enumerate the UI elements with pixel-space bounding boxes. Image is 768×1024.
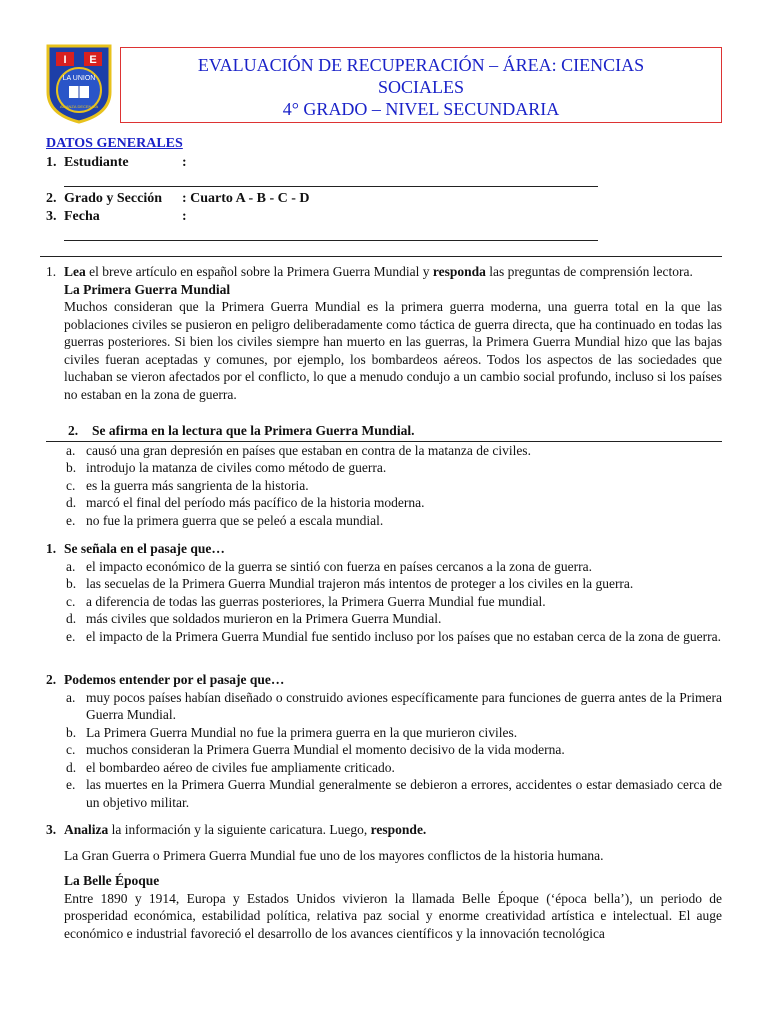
option-item[interactable]: a. el impacto económico de la guerra se sintió con fuerza en países cercanos a la zona de guerra. <box>66 558 593 574</box>
option-item[interactable]: c. muchos consideran la Primera Guerra Mundial el momento decisivo de la vida moderna. <box>66 742 565 757</box>
question-2 <box>46 422 722 529</box>
article-text: Muchos consideran que la Primera Guerra Mundial es la primera guerra moderna, una guerra total en la que las poblaciones civiles se pusieron en peligro deliberadamente como táctica de guerra directa, que ha continuado en todas las guerras posteriores. Si bien los civiles siempre han muerto en las guerras, la Primera Guerra Mundial hizo que las bajas civiles fueran aceptadas y comunes, por ejemplo, los bombardeos aéreos. Todos los aspectos de las sociedades que luchaban se vieron afectados por el conflicto, lo que a menudo condujo a un cambio social profundo, incluso si los países no estaban en la zona de guerra. <box>64 299 722 402</box>
school-logo <box>44 44 114 124</box>
field-fecha: 3. Fecha : <box>46 209 187 224</box>
question-4 <box>46 671 722 811</box>
q3-heading: 1. Se señala en el pasaje que… <box>46 541 225 556</box>
q2-options <box>46 442 722 530</box>
svg-text:I: I <box>63 54 67 66</box>
q5-intro: La Gran Guerra o Primera Guerra Mundial fue uno de los mayores conflictos de la historia humana. <box>64 847 604 863</box>
option-item[interactable]: b. introdujo la matanza de civiles como método de guerra. <box>66 460 387 475</box>
svg-text:ALIANZA DECENCIA: ALIANZA DECENCIA <box>59 104 99 109</box>
q4-options <box>46 689 722 812</box>
field-grado-seccion: 2. Grado y Sección : Cuarto A - B - C - D <box>46 191 310 206</box>
q3-options <box>46 558 722 646</box>
title-line-1: EVALUACIÓN DE RECUPERACIÓN – ÁREA: CIENCIAS <box>197 55 645 75</box>
belle-epoque-title: La Belle Époque <box>64 873 160 888</box>
option-item[interactable]: c. es la guerra más sangrienta de la historia. <box>66 477 309 493</box>
option-item[interactable]: e. no fue la primera guerra que se peleó a escala mundial. <box>66 512 384 528</box>
belle-epoque-text: Entre 1890 y 1914, Europa y Estados Unidos vivieron la llamada Belle Époque (‘época bella’), un periodo de prosperidad económica, estabilidad política, relativa paz social y enorme creatividad artística e intelectual. El auge económico e industrial favoreció el desarrollo de los avances científicos y la innovación tecnológica <box>64 890 722 941</box>
option-item[interactable]: d. marcó el final del período más pacífico de la historia moderna. <box>66 495 425 510</box>
question-1 <box>46 263 722 403</box>
option-item[interactable]: e. las muertes en la Primera Guerra Mundial generalmente se debieron a errores, accidentes o estar demasiado cerca de un objetivo militar. <box>66 777 722 810</box>
option-item[interactable]: d. el bombardeo aéreo de civiles fue ampliamente criticado. <box>66 759 395 775</box>
question-3 <box>46 540 722 645</box>
option-item[interactable]: a. causó una gran depresión en países que estaban en contra de la matanza de civiles. <box>66 442 531 458</box>
section-divider <box>40 256 722 257</box>
svg-text:E: E <box>89 54 97 66</box>
title-line-3: 4° GRADO – NIVEL SECUNDARIA <box>282 99 560 119</box>
option-item[interactable]: c. a diferencia de todas las guerras posteriores, la Primera Guerra Mundial fue mundial. <box>66 593 546 609</box>
estudiante-write-line[interactable] <box>64 186 598 187</box>
option-item[interactable]: a. muy pocos países habían diseñado o construido aviones específicamente para funciones de guerra antes de la Primera Guerra Mundial. <box>66 689 722 722</box>
option-item[interactable]: d. más civiles que soldados murieron en la Primera Guerra Mundial. <box>66 611 442 626</box>
title-line-2: SOCIALES <box>377 77 464 97</box>
fecha-write-line[interactable] <box>64 240 598 241</box>
q1-instruction: 1. Lea el breve artículo en español sobre la Primera Guerra Mundial y responda las preguntas de comprensión lectora. <box>46 264 693 279</box>
field-estudiante: 1. Estudiante : <box>46 155 187 170</box>
article-title: La Primera Guerra Mundial <box>64 281 231 297</box>
q4-heading: 2. Podemos entender por el pasaje que… <box>46 672 285 687</box>
datos-generales-heading: DATOS GENERALES <box>46 136 183 151</box>
question-5 <box>46 821 722 942</box>
option-item[interactable]: b. La Primera Guerra Mundial no fue la primera guerra en la que murieron civiles. <box>66 724 518 740</box>
svg-text:LA UNION: LA UNION <box>62 75 96 82</box>
exam-title-box <box>120 47 722 123</box>
option-item[interactable]: e. el impacto de la Primera Guerra Mundial fue sentido incluso por los países que no estaban cerca de la zona de guerra. <box>66 628 722 644</box>
q5-instruction: 3. Analiza la información y la siguiente caricatura. Luego, responde. <box>46 822 427 837</box>
option-item[interactable]: b. las secuelas de la Primera Guerra Mundial trajeron más intentos de proteger a los civiles en la guerra. <box>66 576 634 591</box>
q2-heading: 2. Se afirma en la lectura que la Primera Guerra Mundial. <box>46 422 722 442</box>
